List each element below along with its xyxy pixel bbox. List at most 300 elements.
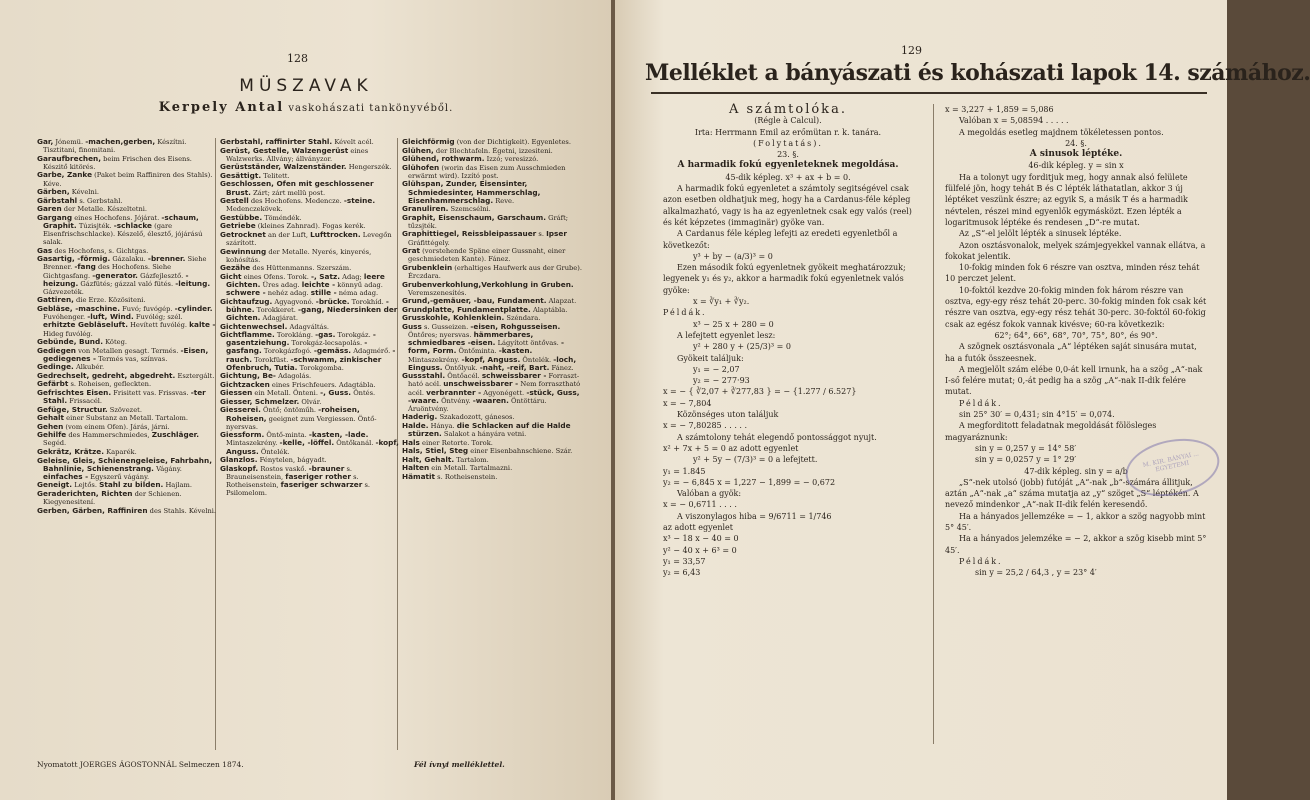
article-paragraph: x³ − 18 x − 40 = 0 xyxy=(663,534,739,544)
glossary-definition: des Hochofens. Medencze. xyxy=(248,197,344,206)
glossary-definition: Medenczekövek. xyxy=(226,205,283,214)
glossary-term: Gesättigt. xyxy=(220,170,262,180)
glossary-entry xyxy=(220,465,400,498)
glossary-definition: Alkubér. xyxy=(73,363,105,372)
article-paragraph: Ha a tolonyt ugy forditjuk meg, hogy annak alsó felülete fülfelé jön, hogy tehát B és C lépték láthatatlan, akkor 3 új léptéket veszünk észre; az egyik S, a másik T és a harmadik névtelen, részei mind egyenlők egymásközt. Ezen lépték a logaritmusok léptéke és rendesen „D“-re mutat. xyxy=(945,172,1188,227)
glossary-term: hämmerbares, schmiedbares -eisen. xyxy=(408,330,534,348)
glossary-term: Gestübbe. xyxy=(220,212,263,222)
glossary-term: Gediegen xyxy=(37,345,76,355)
page-title: MÜSZAVAK xyxy=(239,76,373,96)
glossary-definition: Öntőlyuk. xyxy=(442,363,480,372)
glossary-definition: Öntelék. xyxy=(520,355,554,364)
glossary-term: Gärbstahl xyxy=(37,195,78,205)
article-paragraph: y³ + by − (a/3)³ = 0 xyxy=(693,251,773,261)
glossary-term: -cylinder. xyxy=(174,304,213,314)
glossary-definition: ein Metall. Tartalmazni. xyxy=(429,464,513,473)
glossary-definition: s. Rotheisenstein. xyxy=(435,472,498,481)
article-paragraph: 45-dik képleg. x³ + ax + b = 0. xyxy=(725,172,851,182)
article-paragraph: A megforditott feladatnak megoldását fölösleges magyaráznunk: xyxy=(945,421,1157,442)
article-column-2 xyxy=(945,104,1207,578)
article-paragraph: x = − { ∛2,07 + ∛277,83 } = − {1.277 / 6.527} xyxy=(663,387,857,397)
glossary-definition: Torokgomba. xyxy=(297,363,344,372)
subtitle-text: vaskohászati tankönyvéből. xyxy=(288,103,454,114)
glossary-term: -rauch. xyxy=(226,346,396,364)
glossary-definition: Öntőres; nyersvas. xyxy=(408,331,474,340)
glossary-term: die Schlacken auf die Halde stürzen. xyxy=(408,420,571,439)
glossary-term: -, Satz. xyxy=(310,271,340,281)
glossary-definition: Szemcsélni. xyxy=(448,205,491,214)
glossary-definition: s. Rotheisenstein, xyxy=(226,472,359,489)
glossary-entry xyxy=(402,247,582,263)
article-paragraph: x = − 7,804 xyxy=(663,398,712,408)
glossary-entry xyxy=(402,422,582,438)
glossary-entry xyxy=(37,347,217,363)
article-paragraph: sin y = 25,2 / 64,3 , y = 23° 4′ xyxy=(975,568,1097,578)
glossary-definition: der Schienen. Kiegyenesitení. xyxy=(43,489,182,507)
glossary-term: -steine. xyxy=(343,196,376,206)
glossary-entry xyxy=(220,248,400,264)
glossary-term: Grund,-gemäuer, -bau, Fundament. xyxy=(402,296,547,306)
glossary-definition: Adagváltás. xyxy=(287,322,330,331)
glossary-definition: Öntés. xyxy=(351,389,376,398)
glossary-definition: an der Luft, xyxy=(265,230,311,239)
glossary-entry xyxy=(220,406,400,430)
glossary-definition: Alapzat. xyxy=(546,297,577,306)
glossary-term: Stahl zu bilden. xyxy=(99,480,164,490)
glossary-term: unschweissbarer - xyxy=(443,379,519,389)
glossary-term: Gehen xyxy=(37,421,64,431)
glossary-definition: Agyagvonó. xyxy=(272,297,316,306)
glossary-definition: Fuvóhenger. xyxy=(43,313,88,322)
article-paragraph: 10-foktól kezdve 20-fokig minden fok három részre van osztva, egy-egy rész tehát 20-perc. 30-fokig minden fok csak két részre van osztva, egy-egy rész tehát 30-perc. 30-foktól 60-fokig csak az egész fokok vannak kivésve; 60-ra következik: xyxy=(945,285,1207,329)
glossary-term: faseriger rother xyxy=(285,471,351,481)
glossary-term: Haderig. xyxy=(402,412,438,422)
glossary-term: -schaum, Graphit. xyxy=(43,212,199,230)
glossary-definition: Torokhíd. xyxy=(349,297,386,306)
glossary-definition: Tartalom. xyxy=(454,455,489,464)
glossary-definition: Salakot a hányára vetni. xyxy=(441,430,527,439)
glossary-definition: Esztergált. xyxy=(175,371,215,380)
article-paragraph: 23. §. xyxy=(777,150,799,160)
glossary-term: Gefüge, Structur. xyxy=(37,404,108,414)
glossary-term: -Eisen, gediegenes - xyxy=(43,345,209,363)
glossary-entry xyxy=(220,431,400,455)
glossary-term: -heizung. xyxy=(43,270,189,288)
glossary-entry xyxy=(402,230,582,246)
glossary-term: -, Guss. xyxy=(320,388,352,398)
glossary-definition: eines Walzwerks. Állvány; állványzor. xyxy=(226,146,369,163)
glossary-term: Geschlossen, Ofen mit geschlossener Brust. xyxy=(220,179,374,197)
article-paragraph: x = ∛y₁ + ∛y₂. xyxy=(693,297,750,307)
glossary-term: -kasten. xyxy=(498,346,533,356)
glossary-term: Halten xyxy=(402,463,430,473)
glossary-definition: Hajlam. xyxy=(163,481,192,490)
article-paragraph: Példák. xyxy=(959,398,1003,408)
glossary-definition: Gázvezeték. xyxy=(43,287,84,296)
article-paragraph: Valóban x = 5,08594 . . . . . xyxy=(959,116,1069,126)
article-paragraph: Ha a hányados jelemzéke = − 2, akkor a szög kisebb mint 5° 45′. xyxy=(945,534,1207,555)
article-paragraph: sin 25° 30′ = 0,431; sin 4°15′ = 0,074. xyxy=(959,410,1115,420)
article-paragraph: y² + 5y − (7/3)³ = 0 a lefejtett. xyxy=(693,455,818,465)
article-paragraph: 47-dik képleg. sin y = a/b xyxy=(1024,466,1128,476)
glossary-definition: beim Frischen des Eisens. Készitő kitörés. xyxy=(43,154,192,171)
page-header: Melléklet a bányászati és kohászati lapok 14. számához. xyxy=(645,60,1310,86)
glossary-entry xyxy=(402,281,582,297)
glossary-definition: Nem forrasztható acél. xyxy=(408,380,581,397)
glossary-definition: Hevített fuvólég. xyxy=(127,321,190,330)
glossary-definition: Torokfüst. xyxy=(252,355,291,364)
article-paragraph: Ha a hányados jellemzéke = − 1, akkor a szög nagyobb mint 5° 45′. xyxy=(945,511,1206,532)
article-paragraph: 46-dik képleg. y = sin x xyxy=(1028,161,1124,171)
glossary-term: schwere - xyxy=(226,288,266,298)
glossary-term: Gezähe xyxy=(220,263,251,273)
glossary-definition: Üres adag. xyxy=(260,280,302,289)
glossary-term: Gewinnung xyxy=(220,246,267,256)
glossary-term: Gekrätz, Krätze. xyxy=(37,446,104,456)
glossary-term: Geleise, Gleis, Schienengeleise, Fahrbahn, Bahnlinie, Schienenstrang. xyxy=(37,455,212,473)
glossary-term: Hämatit xyxy=(402,471,436,481)
article-paragraph: y₁ = 33,57 xyxy=(663,556,706,566)
article-paragraph: x² + 7x + 5 = 0 az adott egyenlet xyxy=(663,443,799,453)
glossary-term: Graphittiegel, Reissbleipassauer xyxy=(402,229,537,239)
header-rule xyxy=(651,92,1207,94)
glossary-term: Gar, xyxy=(37,137,54,146)
glossary-definition: des Stahls. Kévelni. xyxy=(147,506,217,515)
glossary-definition: (vom einem Ofen). Járás, járni. xyxy=(63,422,170,431)
glossary-definition: ein Metall. Önteni. xyxy=(252,389,321,398)
glossary-term: -schwamm, zinkischer Ofenbruch, Tutia. xyxy=(226,354,382,372)
glossary-entry xyxy=(37,171,217,187)
article-paragraph: y₂ = 6,43 xyxy=(663,568,701,578)
glossary-term: -kopf, Anguss. xyxy=(226,438,399,456)
glossary-definition: von Metallen gesagt. Termés. xyxy=(75,346,181,355)
glossary-entry xyxy=(402,264,582,280)
glossary-term: Glühspan, Zunder, Eisensinter, Schmiedesinter, Hammerschlag, Eisenhammerschlag. xyxy=(402,179,541,205)
glossary-definition: Kévelt acél. xyxy=(332,138,374,146)
glossary-definition: einer Substanz an Metall. Tartalom. xyxy=(64,414,188,423)
article-paragraph: y₁ = − 2,07 xyxy=(693,364,740,374)
article-paragraph: A megjelölt szám elébe 0,0-át kell irnunk, ha a szög „A“-nak I-ső felére mutat; 0,-át pedig ha a szög „A“-nak II-dik felére mutat. xyxy=(945,364,1203,397)
glossary-term: Geneigt. xyxy=(37,480,73,490)
glossary-definition: Torokláng. xyxy=(274,331,316,340)
glossary-definition: des Hammerschmiedes, xyxy=(66,431,152,440)
glossary-term: Garaufbrechen, xyxy=(37,153,102,163)
glossary-term: Halt, Gehalt. xyxy=(402,454,455,464)
glossary-term: Geraderichten, Richten xyxy=(37,488,133,498)
glossary-term: Graphit, Eisenschaum, Garschaum. xyxy=(402,212,546,222)
article-paragraph: az adott egyenlet xyxy=(663,522,733,532)
glossary-entry xyxy=(37,155,217,171)
glossary-definition: geeignet zum Vergiessen. Öntő-nyersvas. xyxy=(226,414,377,431)
glossary-definition: Lágyított öntővas. xyxy=(495,339,561,348)
glossary-term: Grubenklein xyxy=(402,262,453,272)
article-paragraph: A lefejtett egyenlet lesz: xyxy=(677,330,776,340)
glossary-definition: s. Gerbstahl. xyxy=(77,196,123,205)
glossary-definition: Alaptábla. xyxy=(530,305,568,314)
glossary-term: -leitung. xyxy=(175,278,211,288)
glossary-definition: Reve. xyxy=(493,196,515,205)
glossary-entry xyxy=(402,214,582,230)
glossary-term: Granuliren. xyxy=(402,204,449,214)
glossary-term: -kopf, Anguss. xyxy=(461,354,521,364)
glossary-definition: (Paket beim Raffiniren des Stahls). Kéve. xyxy=(43,171,213,188)
glossary-term: Getrocknet xyxy=(220,229,266,239)
glossary-column-3 xyxy=(402,138,582,481)
glossary-term: Glühend, rothwarm. xyxy=(402,154,485,164)
glossary-definition: Zárt; zárt mellü post. xyxy=(250,188,326,197)
glossary-definition: Adagmérő. xyxy=(351,347,393,356)
glossary-definition: Torokgáz. xyxy=(335,331,373,340)
glossary-definition: (von der Dichtigkeit). Egyenletes. xyxy=(454,138,571,146)
glossary-definition: der Metalle. Nyerés, kinyerés, kohósítás. xyxy=(226,247,372,264)
glossary-term: -gasentziehung. xyxy=(226,330,376,348)
glossary-definition: eines Hochofens. Jójárat. xyxy=(72,213,162,222)
glossary-definition: Telitett. xyxy=(261,171,290,180)
right-page xyxy=(615,0,1310,800)
article-paragraph: sin y = 0,257 y = 14° 58′ xyxy=(975,443,1077,453)
glossary-definition: Gráfittégely. xyxy=(408,238,450,247)
glossary-definition: s. xyxy=(536,230,547,239)
glossary-definition: der Blechtafeln. Égetni, izzesiteni. xyxy=(433,146,553,155)
column-divider xyxy=(933,104,934,744)
glossary-entry xyxy=(37,138,217,154)
article-paragraph: 10-fokig minden fok 6 részre van osztva, minden rész tehát 10 perczet jelent. xyxy=(945,263,1200,284)
glossary-definition: des Hüttenmanns. Szerszám. xyxy=(250,264,352,273)
glossary-term: -kelle, -löffel. xyxy=(279,438,335,448)
glossary-definition: eines Frischfeuers. Adagtábla. xyxy=(269,380,376,389)
glossary-definition: s. Gusseizen. xyxy=(421,322,471,331)
glossary-term: Gerüst, Gestelle, Walzengerüst xyxy=(220,145,349,155)
glossary-term: -eisen, Rohgusseisen. xyxy=(470,321,561,331)
glossary-term: schweissbarer - xyxy=(481,371,547,381)
article-paragraph: 62°; 64°, 66°, 68°, 70°, 75°, 80°, és 90°. xyxy=(994,330,1158,340)
printer-imprint: Nyomatott JOERGES ÁGOSTONNÁL Selmeczen 1874. xyxy=(37,760,244,769)
glossary-definition: Rostos vaskő. xyxy=(258,464,309,473)
glossary-term: -gang, Niedersinken der Gichten. xyxy=(226,304,398,322)
glossary-term: -brauner xyxy=(308,463,345,473)
glossary-term: Gestell xyxy=(220,196,249,206)
glossary-term: Gebünde, Bund. xyxy=(37,337,103,347)
glossary-term: Gichtenwechsel. xyxy=(220,321,288,331)
glossary-entry xyxy=(37,214,217,247)
glossary-term: Ipser xyxy=(546,229,567,239)
glossary-definition: Szakadozott, gánesos. xyxy=(437,413,515,422)
glossary-entry xyxy=(37,507,217,515)
glossary-definition: Fénytelen, bágyadt. xyxy=(257,456,327,465)
glossary-definition: eines Ofens. Torok. xyxy=(241,272,311,281)
glossary-term: Gedrechselt, gedreht, abgedreht. xyxy=(37,370,176,380)
glossary-definition: Veremszenesítés. xyxy=(408,288,467,297)
glossary-term: einfaches - xyxy=(43,471,89,481)
glossary-entry xyxy=(37,457,217,481)
glossary-entry xyxy=(37,197,217,205)
glossary-definition: Öntvény. xyxy=(438,396,473,405)
glossary-definition: Töméndék. xyxy=(262,213,302,222)
article-paragraph: y₂ = − 6,845 x = 1,227 − 1,899 = − 0,672 xyxy=(663,477,836,487)
glossary-term: -bühne. xyxy=(226,296,389,314)
glossary-term: Gas xyxy=(37,245,53,255)
glossary-entry xyxy=(402,473,582,481)
glossary-term: Zuschläger. xyxy=(151,430,199,440)
glossary-term: Giesser, Schmelzer. xyxy=(220,396,300,406)
glossary-term: -brücke. xyxy=(315,296,350,306)
glossary-term: Grusskohle, Kohlenklein. xyxy=(402,313,505,323)
glossary-entry xyxy=(37,490,217,506)
glossary-term: Giesserei. xyxy=(220,405,261,415)
glossary-column-2 xyxy=(220,138,400,498)
article-paragraph: A harmadik fokú egyenletet a számtoly segitségével csak azon esetben oldhatjuk meg, hogy ha a Cardanus-féle képleg alkalmazható, vagy is ha az egyenletnek csak egy valós (reel) és két képzetes (immaginär) gyöke van. xyxy=(663,184,912,227)
glossary-term: Gebläse, -maschine. xyxy=(37,304,121,314)
glossary-term: Hals, Stiel, Steg xyxy=(402,446,469,456)
glossary-term: Gerben, Gärben, Raffiniren xyxy=(37,505,148,515)
glossary-term: Gicht xyxy=(220,271,242,281)
glossary-entry xyxy=(402,180,582,204)
glossary-definition: Gázalaku. xyxy=(110,255,148,264)
article-paragraph: Példák. xyxy=(959,556,1003,566)
glossary-term: Gerüstständer, Walzenständer. xyxy=(220,162,347,172)
glossary-entry xyxy=(220,180,400,196)
glossary-column-1 xyxy=(37,138,217,515)
article-paragraph: Az „S“-el jelölt lépték a sinusek léptéke. xyxy=(959,229,1122,239)
glossary-term: leere Gichten. xyxy=(226,271,385,289)
glossary-term: -ter Stahl. xyxy=(43,387,206,406)
glossary-term: -brenner. xyxy=(147,254,186,264)
article-paragraph: x = − 7,80285 . . . . . xyxy=(663,421,748,431)
glossary-term: Gefrischtes Eisen. xyxy=(37,387,112,397)
glossary-definition: Öntő; öntöműh. xyxy=(260,406,319,415)
library-stamp: M. KIR. BÁNYAI ... EGYETEMI xyxy=(1120,431,1224,505)
article-column-1 xyxy=(663,104,913,578)
author-name: Kerpely Antal xyxy=(158,100,285,115)
glossary-term: leichte - xyxy=(301,279,336,289)
glossary-term: -waaren. xyxy=(472,395,509,405)
glossary-term: Grundplatte, Fundamentplatte. xyxy=(402,304,531,314)
glossary-term: Glühofen xyxy=(402,162,440,172)
glossary-term: Grubenverkohlung,Verkohlung in Gruben. xyxy=(402,279,574,289)
glossary-term: -roheisen, Roheisen, xyxy=(226,405,360,423)
glossary-term: Gattiren, xyxy=(37,295,74,305)
glossary-term: -gasfang. xyxy=(226,338,368,356)
glossary-definition: einer Eisenbahnschiene. Szár. xyxy=(468,447,573,456)
glossary-entry xyxy=(220,298,400,322)
glossary-definition: Olvár. xyxy=(299,397,322,406)
article-paragraph: A megoldás esetleg majdnem tökéletessen pontos. xyxy=(959,127,1164,137)
article-paragraph: y² − 40 x + 6³ = 0 xyxy=(663,545,737,555)
glossary-term: Giessen xyxy=(220,388,253,398)
glossary-term: Hals xyxy=(402,437,420,447)
article-paragraph: Irta: Herrmann Emil az erőmütan r. k. tanára. xyxy=(694,127,882,137)
glossary-definition: Forrasztható acél. xyxy=(408,372,580,389)
glossary-definition: Adagolás. xyxy=(275,372,312,381)
glossary-definition: Levegőn szárított. xyxy=(226,230,392,247)
glossary-term: Lufttrocken. xyxy=(310,229,361,239)
glossary-term: erhitzte Gebläseluft. xyxy=(43,320,128,330)
glossary-definition: Egyszerű vágány. xyxy=(88,472,150,481)
glossary-definition: Torokkeret. xyxy=(254,305,299,314)
glossary-term: Getriebe xyxy=(220,221,256,231)
glossary-definition: Öntőkanál. xyxy=(334,439,376,448)
article-paragraph: x = − 0,6711 . . . . xyxy=(663,500,737,510)
glossary-term: -gemäss. xyxy=(313,346,352,356)
article-paragraph: A számtolony tehát elegendő pontossággot nyujt. xyxy=(677,432,877,442)
glossary-definition: Siehe Brenner. xyxy=(43,255,207,272)
glossary-definition: (kleines Zahnrad). Fogas kerék. xyxy=(255,222,366,231)
glossary-definition: Készítni. Tisztitani, finomitani. xyxy=(43,138,187,155)
glossary-term: Giessform. xyxy=(220,430,265,440)
glossary-definition: Öntőminta. xyxy=(456,347,499,356)
glossary-entry xyxy=(37,305,217,338)
glossary-definition: Hengerszék. xyxy=(346,163,392,172)
glossary-definition: Frissacél. xyxy=(67,397,103,406)
glossary-entry xyxy=(220,331,400,372)
glossary-term: Garen xyxy=(37,204,62,214)
glossary-definition: Adag; xyxy=(339,272,364,281)
article-paragraph: y² + 280 y + (25/3)³ = 0 xyxy=(693,342,791,352)
glossary-definition: Torokgáz-lecsapolás. xyxy=(289,339,365,348)
glossary-entry xyxy=(37,255,217,296)
glossary-term: Grat xyxy=(402,246,420,256)
glossary-definition: Segéd. xyxy=(43,439,67,448)
glossary-term: -form, Form. xyxy=(408,338,564,356)
glossary-definition: s. Brauneisenstein, xyxy=(226,464,353,481)
glossary-entry xyxy=(37,414,217,422)
glossary-term: Guss xyxy=(402,321,422,331)
article-paragraph: sin y = 0,0257 y = 1° 29′ xyxy=(975,455,1077,465)
article-paragraph: „S“-nek utolsó (jobb) futóját „A“-nak „b“-számára állitjuk, aztán „A“-nak „a“ száma mutatja az „y“ szöget „S“ léptékén. A nevező mindenkor „A“-nak II-dik felén keresendő. xyxy=(945,477,1199,510)
glossary-term: -naht, -reif, Bart. xyxy=(479,362,550,372)
glossary-definition: Köteg. xyxy=(102,338,128,347)
glossary-term: -stück, Guss, -waare. xyxy=(408,387,580,405)
glossary-definition: Túzisjték. xyxy=(76,221,114,230)
glossary-definition: des Hochofens, s. Gichtgas. xyxy=(52,246,149,255)
glossary-term: Gichtaufzug. xyxy=(220,296,273,306)
glossary-term: -gas. xyxy=(315,330,336,340)
glossary-term: -generator. xyxy=(92,270,138,280)
glossary-definition: Szövezet. xyxy=(107,405,142,414)
glossary-term: Gedinge. xyxy=(37,362,74,372)
glossary-term: Garbe, Zanke xyxy=(37,170,93,180)
article-paragraph: 24. §. xyxy=(1065,138,1087,148)
glossary-term: stille - xyxy=(310,288,337,298)
glossary-term: -machen,gerben, xyxy=(85,137,156,146)
glossary-entry xyxy=(220,231,400,247)
glossary-entry xyxy=(37,389,217,405)
article-paragraph: x = 3,227 + 1,859 = 5,086 xyxy=(945,105,1054,114)
glossary-definition: Frisitett vas. Frissvas. xyxy=(111,388,191,397)
glossary-term: faseriger schwarzer xyxy=(280,480,363,489)
glossary-definition: Lejtős. xyxy=(72,481,100,490)
glossary-term: Gleichförmig xyxy=(402,137,455,146)
glossary-term: Halde. xyxy=(402,420,429,430)
glossary-definition: Öntöttáru. Áruöntvény. xyxy=(408,396,547,413)
glossary-term: Gichtzacken xyxy=(220,379,270,389)
article-paragraph: A sinusok léptéke. xyxy=(1029,149,1123,160)
glossary-entry xyxy=(220,197,400,213)
glossary-definition: néma adag. xyxy=(336,289,379,298)
article-paragraph: A szögnek osztásvonala „A“ léptéken saját sinusára mutat, ha a futók összeesnek. xyxy=(945,342,1197,363)
article-paragraph: (Régle à Calcul). xyxy=(754,116,822,126)
glossary-term: Gefärbt xyxy=(37,379,69,389)
glossary-definition: Gráft; tűzsjték. xyxy=(408,213,569,230)
glossary-term: -luft, Wind. xyxy=(87,312,134,322)
glossary-term: Gasartig, -förmig. xyxy=(37,254,111,264)
article-paragraph: A számtolóka. xyxy=(729,102,847,117)
glossary-definition: Kévelni. xyxy=(69,188,100,197)
glossary-definition: der Metalle. Készeltetni. xyxy=(61,205,148,214)
glossary-definition: Öntelék. xyxy=(258,447,290,456)
glossary-term: Gehalt xyxy=(37,413,65,423)
glossary-term: Gussstahl. xyxy=(402,371,446,381)
